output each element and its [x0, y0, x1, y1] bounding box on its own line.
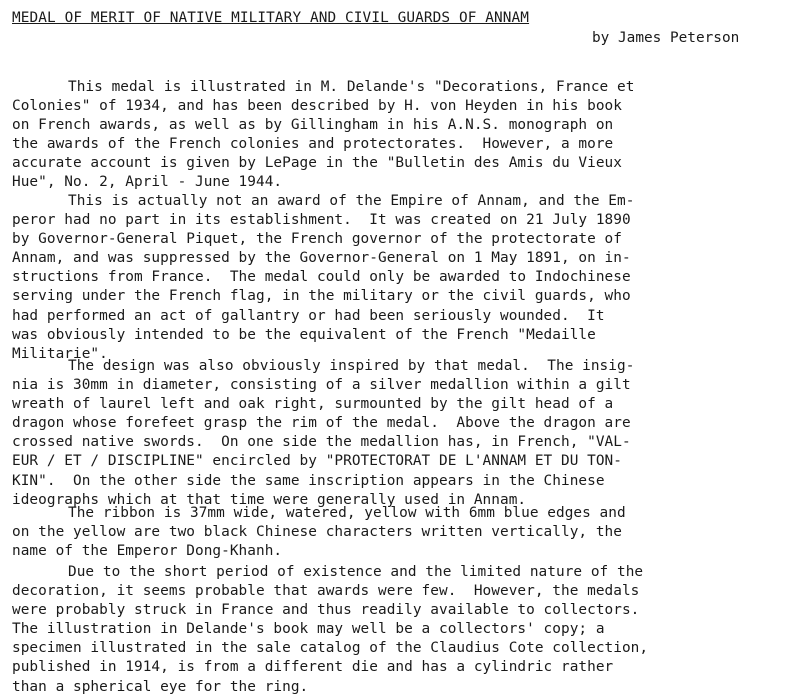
- text-line: the awards of the French colonies and protectorates. However, a more: [12, 136, 614, 153]
- text-line: The illustration in Delande's book may well be a collectors' copy; a: [12, 621, 605, 638]
- text-line: peror had no part in its establishment. It was created on 21 July 1890: [12, 212, 631, 229]
- paragraph-1: [0, 78, 800, 193]
- text-line: were probably struck in France and thus readily available to collectors.: [12, 602, 640, 619]
- text-line: wreath of laurel left and oak right, surmounted by the gilt head of a: [12, 396, 614, 413]
- paragraph-4: [0, 504, 800, 561]
- text-line: accurate account is given by LePage in the "Bulletin des Amis du Vieux: [12, 155, 622, 172]
- text-line: on the yellow are two black Chinese characters written vertically, the: [12, 524, 622, 541]
- paragraph-2: [0, 192, 800, 364]
- text-line: This is actually not an award of the Empire of Annam, and the Em-: [68, 193, 635, 209]
- text-line: Annam, and was suppressed by the Governor-General on 1 May 1891, on in-: [12, 250, 631, 267]
- text-line: published in 1914, is from a different die and has a cylindric rather: [12, 659, 614, 676]
- text-line: had performed an act of gallantry or had been seriously wounded. It: [12, 307, 605, 324]
- text-line: nia is 30mm in diameter, consisting of a silver medallion within a gilt: [12, 377, 631, 394]
- text-line: This medal is illustrated in M. Delande's "Decorations, France et: [68, 79, 635, 95]
- text-line: KIN". On the other side the same inscription appears in the Chinese: [12, 472, 605, 489]
- text-line: Colonies" of 1934, and has been described by H. von Heyden in his book: [12, 98, 622, 115]
- text-line: name of the Emperor Dong-Khanh.: [12, 543, 283, 560]
- text-line: EUR / ET / DISCIPLINE" encircled by "PROTECTORAT DE L'ANNAM ET DU TON-: [12, 453, 622, 470]
- paragraph-3: [0, 357, 800, 510]
- text-line: decoration, it seems probable that awards were few. However, the medals: [12, 583, 640, 600]
- text-line: on French awards, as well as by Gillingham in his A.N.S. monograph on: [12, 117, 614, 134]
- paragraph-5: [0, 563, 800, 697]
- text-line: Due to the short period of existence and the limited nature of the: [68, 564, 644, 580]
- text-line: specimen illustrated in the sale catalog of the Claudius Cote collection,: [12, 640, 649, 657]
- text-line: Militarie".: [12, 345, 108, 362]
- text-line: crossed native swords. On one side the medallion has, in French, "VAL-: [12, 434, 631, 451]
- text-line: serving under the French flag, in the military or the civil guards, who: [12, 288, 631, 305]
- text-line: than a spherical eye for the ring.: [12, 678, 309, 695]
- text-line: ideographs which at that time were generally used in Annam.: [12, 491, 527, 508]
- text-line: by Governor-General Piquet, the French governor of the protectorate of: [12, 231, 622, 248]
- article-title: MEDAL OF MERIT OF NATIVE MILITARY AND CIVIL GUARDS OF ANNAM: [12, 10, 530, 26]
- text-line: Hue", No. 2, April - June 1944.: [12, 174, 283, 191]
- text-line: The design was also obviously inspired by that medal. The insig-: [68, 358, 635, 374]
- text-line: dragon whose forefeet grasp the rim of the medal. Above the dragon are: [12, 415, 631, 432]
- text-line: The ribbon is 37mm wide, watered, yellow with 6mm blue edges and: [68, 505, 626, 521]
- text-line: structions from France. The medal could only be awarded to Indochinese: [12, 269, 631, 286]
- text-line: was obviously intended to be the equivalent of the French "Medaille: [12, 326, 596, 343]
- author-byline: by James Peterson: [592, 30, 740, 46]
